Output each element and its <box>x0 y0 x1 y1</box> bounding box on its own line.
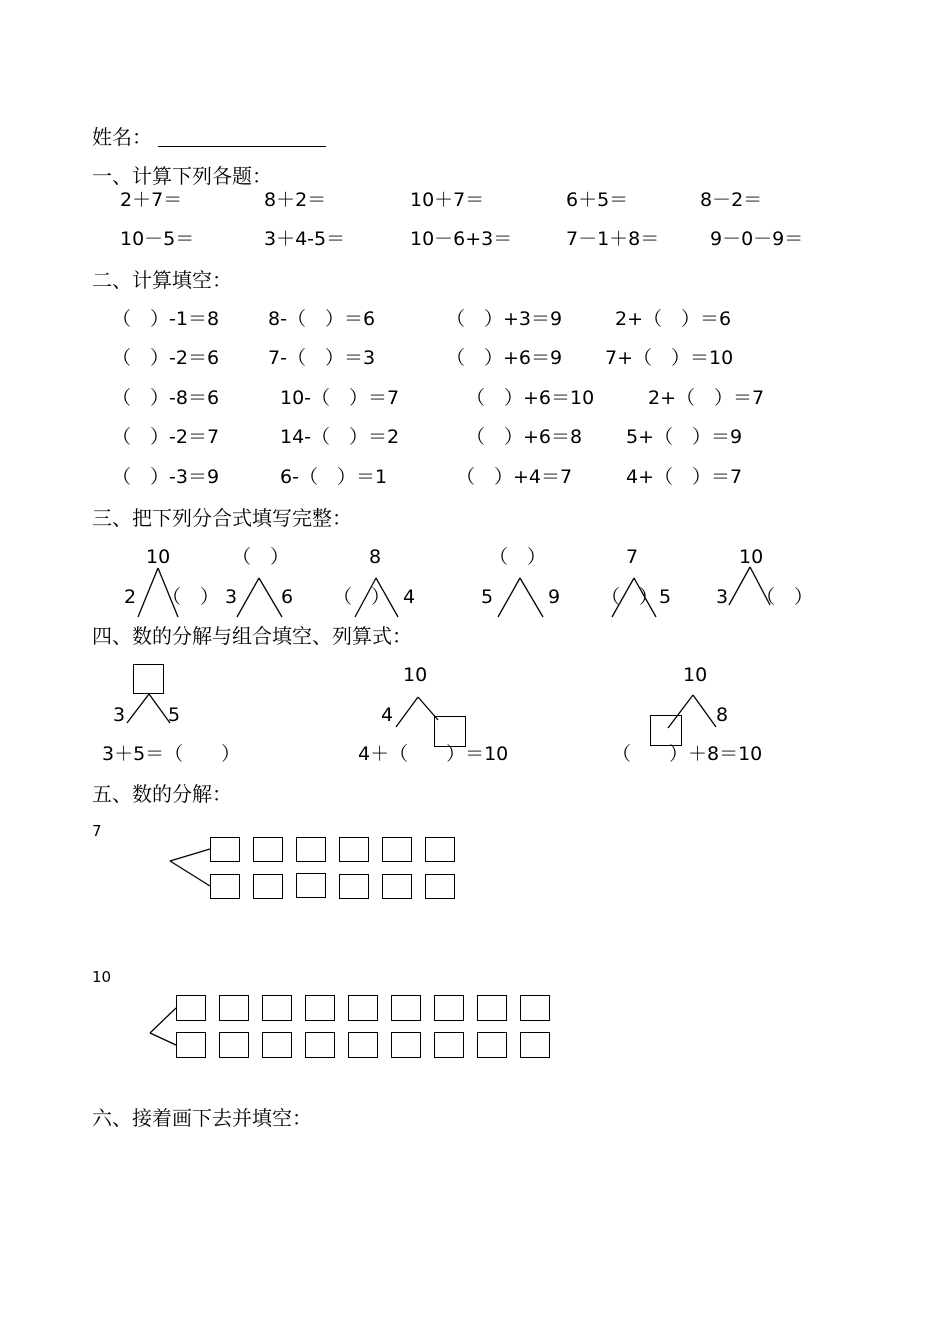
split-right: （ ） <box>162 586 220 608</box>
fill-item: 8-（ ）＝6 <box>268 308 376 330</box>
fill-item: （ ）-8＝6 <box>112 387 220 409</box>
branch-line <box>729 567 750 605</box>
branch-line <box>693 695 716 727</box>
split-top: 10 <box>146 546 171 568</box>
equation: 3＋5＝（ ） <box>102 743 241 765</box>
split-top: （ ） <box>489 546 547 568</box>
calc-item: 3＋4-5＝ <box>264 228 346 250</box>
calc-item: 8－2＝ <box>700 189 763 211</box>
branch-line <box>127 694 149 723</box>
calc-item: 7－1＋8＝ <box>566 228 660 250</box>
fill-item: 5+（ ）＝9 <box>626 426 743 448</box>
calc-item: 10－6+3＝ <box>410 228 513 250</box>
branch-line <box>498 578 520 617</box>
fill-item: （ ）-2＝6 <box>112 347 220 369</box>
calc-item: 6＋5＝ <box>566 189 629 211</box>
fill-item: 7-（ ）＝3 <box>268 347 376 369</box>
fill-item: 4+（ ）＝7 <box>626 466 743 488</box>
equation: 4＋（ ）＝10 <box>358 743 509 765</box>
fill-item: （ ）-2＝7 <box>112 426 220 448</box>
number-10: 10 <box>92 968 112 986</box>
split-top: 10 <box>403 664 428 686</box>
calc-item: 2＋7＝ <box>120 189 183 211</box>
branch-line <box>355 578 376 617</box>
branch-line <box>396 697 418 727</box>
split-left: 3 <box>113 704 126 726</box>
branch-line <box>150 1008 176 1033</box>
equation: （ ）＋8＝10 <box>612 743 763 765</box>
split-top: 10 <box>739 546 764 568</box>
fill-item: 7+（ ）＝10 <box>605 347 734 369</box>
branch-line <box>138 568 158 617</box>
branch-line <box>158 568 178 617</box>
split-right: （ ） <box>756 586 814 608</box>
branch-line <box>237 578 259 617</box>
split-left: （ ） <box>601 586 659 608</box>
branch-line <box>376 578 398 617</box>
fill-item: 6-（ ）＝1 <box>280 466 388 488</box>
split-left: 4 <box>381 704 394 726</box>
fill-item: （ ）-1＝8 <box>112 308 220 330</box>
split-right: 4 <box>403 586 416 608</box>
number-7: 7 <box>92 822 102 840</box>
branch-line <box>150 1033 176 1045</box>
fill-item: （ ）-3＝9 <box>112 466 220 488</box>
branch-line <box>634 578 656 617</box>
split-right: 5 <box>659 586 672 608</box>
fill-item: 2+（ ）＝6 <box>615 308 732 330</box>
fill-item: （ ）+6＝8 <box>466 426 583 448</box>
branch-line <box>520 578 543 617</box>
split-left: 2 <box>124 586 137 608</box>
split-left: 5 <box>481 586 494 608</box>
split-top: （ ） <box>232 546 290 568</box>
split-top: 8 <box>369 546 382 568</box>
fill-item: 14-（ ）＝2 <box>280 426 400 448</box>
split-left: 3 <box>225 586 238 608</box>
section-4-title: 四、数的分解与组合填空、列算式： <box>92 624 412 648</box>
branch-line <box>170 861 210 886</box>
split-right: 5 <box>168 704 181 726</box>
fill-item: （ ）+4＝7 <box>456 466 573 488</box>
branch-line <box>750 567 770 605</box>
section-6-title: 六、接着画下去并填空： <box>92 1106 312 1130</box>
fill-item: 2+（ ）＝7 <box>648 387 765 409</box>
fill-item: （ ）+6＝10 <box>466 387 595 409</box>
calc-item: 10－5＝ <box>120 228 195 250</box>
calc-item: 9－0－9＝ <box>710 228 804 250</box>
split-right: 8 <box>716 704 729 726</box>
split-right: 9 <box>548 586 561 608</box>
calc-item: 8＋2＝ <box>264 189 327 211</box>
fill-item: 10-（ ）＝7 <box>280 387 400 409</box>
split-left: （ ） <box>333 586 391 608</box>
section-2-title: 二、计算填空： <box>92 268 232 292</box>
branch-line <box>149 694 170 723</box>
fill-item: （ ）+3＝9 <box>446 308 563 330</box>
branch-line <box>259 578 282 617</box>
section-1-title: 一、计算下列各题： <box>92 164 272 188</box>
split-top: 10 <box>683 664 708 686</box>
fill-item: （ ）+6＝9 <box>446 347 563 369</box>
branch-line <box>668 695 693 728</box>
branch-line <box>612 578 634 617</box>
name-label: 姓名： <box>92 125 152 149</box>
calc-item: 10＋7＝ <box>410 189 485 211</box>
section-3-title: 三、把下列分合式填写完整： <box>92 506 352 530</box>
split-right: 6 <box>281 586 294 608</box>
split-left: 3 <box>716 586 729 608</box>
branch-line <box>170 849 210 861</box>
branch-line <box>418 697 438 720</box>
split-top: 7 <box>626 546 639 568</box>
section-5-title: 五、数的分解： <box>92 782 232 806</box>
